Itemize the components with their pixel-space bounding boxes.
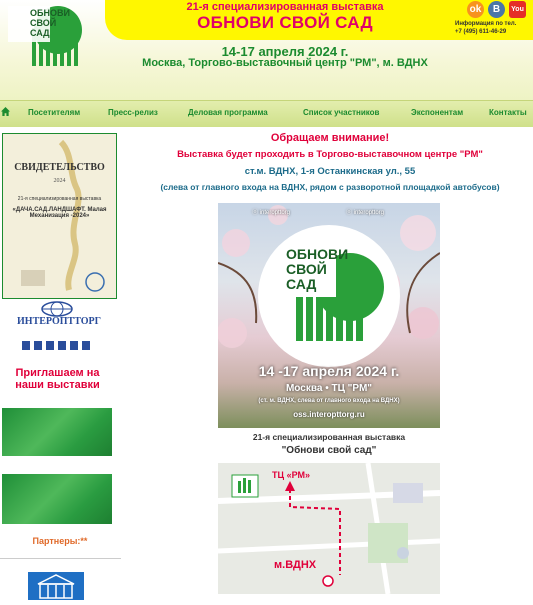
invite-heading[interactable]: Приглашаем на наши выставки [15,367,100,391]
contact-info [455,20,533,36]
poster-logo-circle [258,225,400,367]
nav-contacts[interactable]: Контакты [489,108,527,117]
certificate-title: СВИДЕТЕЛЬСТВО [14,162,105,173]
poster-city: Москва • ТЦ "РМ" [285,383,373,394]
exhibition-name: ОБНОВИ СВОЙ САД [197,13,373,32]
exhibition-poster[interactable] [218,203,440,594]
poster-band-line-2: "Обнови свой сад" [281,445,377,456]
exhibition-venue: Москва, Торгово-выставочный центр "РМ", м. ВДНХ [142,57,428,69]
map-label-metro: м.ВДНХ [274,559,317,571]
nav-press-release[interactable]: Пресс-релиз [108,108,158,117]
info-label: Информация по тел. [455,21,517,27]
poster-vk-handle: ⓪ interopttorg [252,210,291,216]
poster-address: (ст. м. ВДНХ, слева от главного входа на ВДНХ) [258,398,400,404]
sidebar-divider [0,558,121,559]
youtube-icon[interactable]: You [509,1,526,18]
certificate-text-2: «ДАЧА.САД.ЛАНДШАФТ. Малая Механизация -2024» [12,207,107,219]
phone-number[interactable]: +7 (495) 611-46-29 [455,29,507,35]
pavilion-icon [28,572,84,600]
notice-directions: (слева от главного входа на ВДНХ, рядом с разворотной площадкой автобусов) [160,182,500,192]
notice-address: ст.м. ВДНХ, 1-я Останкинская ул., 55 [244,166,416,177]
partners-heading: Партнеры:** [32,536,88,546]
certificate-image[interactable] [2,133,117,299]
poster-logo-line-3: САД [286,276,317,292]
main-nav [0,100,533,127]
organizer-logo[interactable]: ИНТЕРОПТТОРГ [17,316,101,327]
vdnh-logo[interactable] [28,572,84,600]
notice-title: Обращаем внимание! [270,132,390,144]
nav-participants[interactable]: Список участников [303,108,380,117]
site-logo[interactable] [6,4,92,68]
logo-line-2: СВОЙ [30,18,57,28]
nav-visitors[interactable]: Посетителям [28,108,81,117]
poster-vk-handle-2: ⓪ interopttorg [346,210,385,216]
vk-icon[interactable]: B [488,1,505,18]
poster-band-line-1: 21-я специализированная выставка [252,432,406,442]
exhibition-dates: 14-17 апреля 2024 г. [221,44,349,59]
poster-logo-line-2: СВОЙ [286,261,327,277]
logo-line-3: САД [30,28,50,38]
organizer-icons [20,338,96,352]
notice-venue-change: Выставка будет проходить в Торгово-выставочном центре "РМ" [177,149,483,160]
venue-map [218,463,440,594]
globe-icon [40,301,74,317]
nav-business-program[interactable]: Деловая программа [188,108,268,117]
logo-line-1: ОБНОВИ [30,8,70,18]
certificate-text-1: 21-я специализированная выставка [17,196,102,202]
map-label-tc: ТЦ «РМ» [272,470,310,480]
exhibition-number: 21-я специализированная выставка [186,1,384,13]
home-icon[interactable] [1,107,10,116]
certificate-year: 2024 [53,178,66,184]
banner-tile-1[interactable] [2,408,112,456]
poster-logo-line-1: ОБНОВИ [286,246,349,262]
poster-date: 14 -17 апреля 2024 г. [258,363,400,379]
banner-tile-2[interactable] [2,474,112,524]
poster-map [218,463,440,594]
odnoklassniki-icon[interactable]: ok [467,1,484,18]
poster-site: oss.interopttorg.ru [293,410,365,419]
nav-exhibitors[interactable]: Экспонентам [411,108,464,117]
